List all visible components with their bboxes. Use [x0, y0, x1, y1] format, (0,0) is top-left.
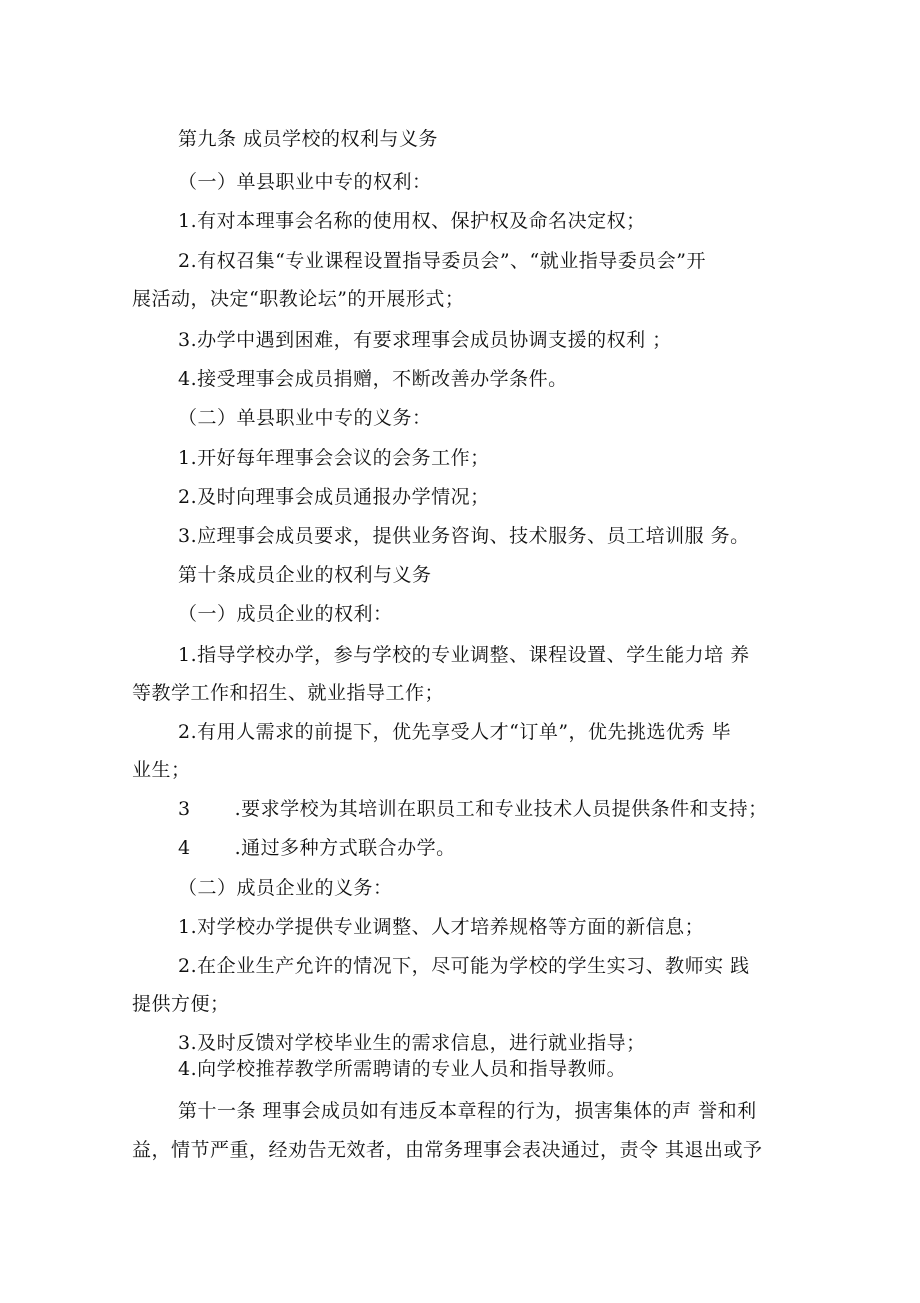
article-9-right-4: [178, 367, 568, 391]
item-number: 2: [178, 486, 191, 508]
item-number: 1: [178, 644, 191, 666]
article-10-rights-heading: （一）成员企业的权利：: [178, 603, 393, 625]
item-number: 3: [178, 798, 191, 820]
item-number: 1: [178, 210, 191, 232]
article-9-right-1: [178, 209, 646, 233]
item-text: .办学中遇到困难，有要求理事会成员协调支援的权利 ；: [190, 329, 672, 351]
item-text: .开好每年理事会会议的会务工作；: [190, 447, 490, 469]
item-text: .应理事会成员要求，提供业务咨询、技术服务、员工培训服 务。: [190, 525, 750, 547]
item-text: .向学校推荐教学所需聘请的专业人员和指导教师。: [190, 1058, 627, 1080]
article-10-duty-1: [178, 915, 704, 939]
article-9-right-3: [178, 328, 672, 352]
item-text: .通过多种方式联合办学。: [234, 837, 456, 859]
item-text: .在企业生产允许的情况下，尽可能为学校的学生实习、教师实 践: [190, 955, 750, 977]
article-9-right-2: [178, 249, 706, 273]
article-10-right-4: [178, 836, 456, 860]
item-text: .要求学校为其培训在职员工和专业技术人员提供条件和支持；: [234, 798, 768, 820]
item-text: .有对本理事会名称的使用权、保护权及命名决定权；: [190, 210, 646, 232]
article-10-duties-heading: （二）成员企业的义务：: [178, 877, 393, 899]
article-10-right-1: [178, 643, 750, 667]
article-10-duty-4: [178, 1057, 626, 1081]
article-9-duty-2: [178, 485, 490, 509]
item-number: 4: [178, 837, 191, 859]
article-10-duty-3: [178, 1031, 646, 1055]
article-10-right-1-continuation: 等教学工作和招生、就业指导工作；: [132, 682, 445, 704]
item-text: .接受理事会成员捐赠，不断改善办学条件。: [190, 368, 568, 390]
article-9-title: 第九条 成员学校的权利与义务: [178, 128, 439, 150]
article-9-duties-heading: （二）单县职业中专的义务：: [178, 407, 432, 429]
item-number: 3: [178, 329, 191, 351]
article-9-duty-1: [178, 446, 490, 470]
item-text: .指导学校办学，参与学校的专业调整、课程设置、学生能力培 养: [190, 644, 750, 666]
article-10-right-2: [178, 720, 731, 744]
item-number: 4: [178, 1058, 191, 1080]
item-number: 4: [178, 368, 191, 390]
article-9-right-2-continuation: 展活动，决定“职教论坛”的开展形式；: [132, 288, 465, 310]
article-10-title: 第十条成员企业的权利与义务: [178, 564, 432, 586]
item-number: 3: [178, 1032, 191, 1054]
item-number: 1: [178, 916, 191, 938]
item-text: .对学校办学提供专业调整、人才培养规格等方面的新信息；: [190, 916, 705, 938]
article-11-line-2: 益，情节严重，经劝告无效者，由常务理事会表决通过，责令 其退出或予: [132, 1139, 763, 1161]
article-10-right-3: [178, 797, 768, 821]
item-number: 3: [178, 525, 191, 547]
item-number: 2: [178, 955, 191, 977]
item-number: 2: [178, 250, 191, 272]
article-10-duty-2: [178, 954, 750, 978]
article-11-line-1: 第十一条 理事会成员如有违反本章程的行为，损害集体的声 誉和利: [178, 1100, 757, 1122]
item-number: 1: [178, 447, 191, 469]
article-10-duty-2-continuation: 提供方便；: [132, 993, 230, 1015]
item-text: .有权召集“专业课程设置指导委员会”、“就业指导委员会”开: [190, 250, 706, 272]
article-9-rights-heading: （一）单县职业中专的权利：: [178, 171, 432, 193]
item-text: .有用人需求的前提下，优先享受人才“订单”，优先挑选优秀 毕: [190, 721, 732, 743]
item-number: 2: [178, 721, 191, 743]
item-text: .及时向理事会成员通报办学情况；: [190, 486, 490, 508]
article-10-right-2-continuation: 业生；: [132, 759, 191, 781]
article-9-duty-3: [178, 524, 750, 548]
item-text: .及时反馈对学校毕业生的需求信息，进行就业指导；: [190, 1032, 646, 1054]
